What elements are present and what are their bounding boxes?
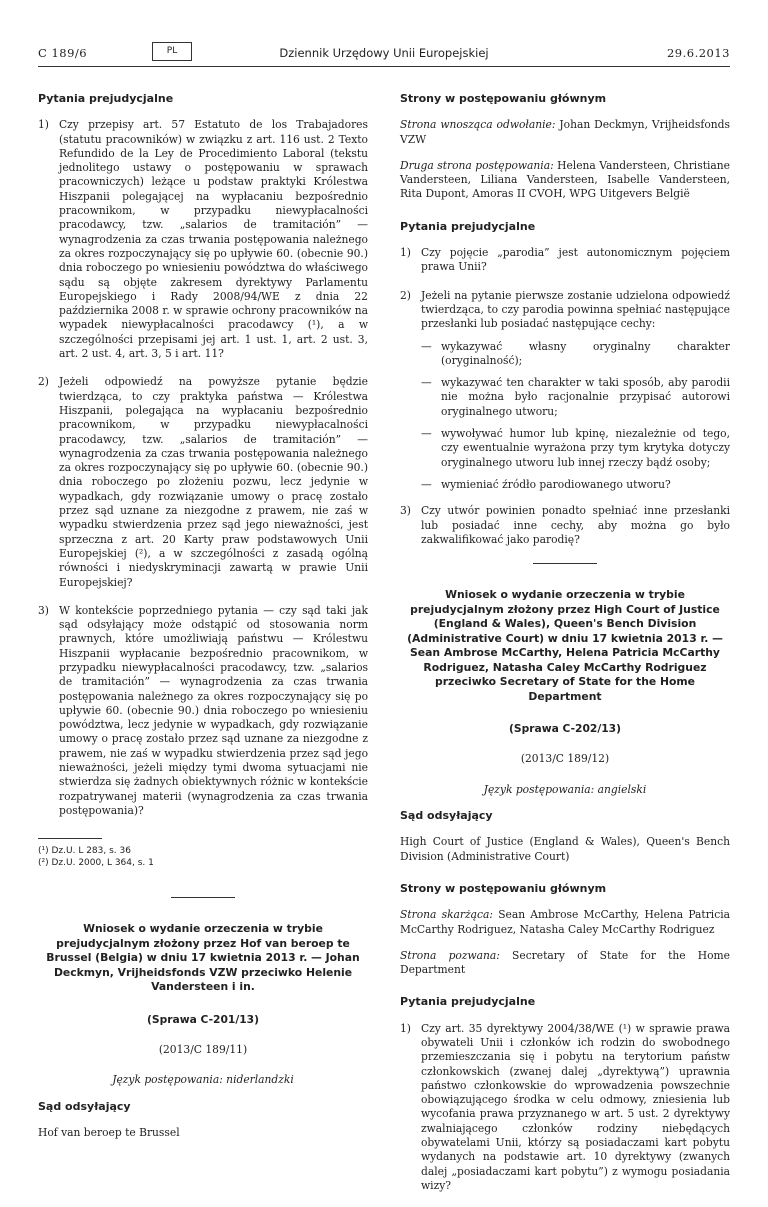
dash-item: — wymieniać źródło parodiowanego utworu?: [421, 477, 671, 491]
page-header: [38, 38, 730, 66]
page-number: C 189/6: [38, 46, 88, 60]
question-item: 3) Czy utwór powinien ponadto spełniać inne przesłanki lub posiadać inne cechy, aby można go było zakwalifikować jako parodię?: [400, 504, 730, 546]
question-item: 1) Czy pojęcie „parodia” jest autonomicznym pojęciem prawa Unii?: [400, 246, 730, 274]
language-of-case: Język postępowania: angielski: [483, 782, 647, 796]
referring-court: Hof van beroep te Brussel: [38, 1125, 180, 1139]
language-of-case: Język postępowania: niderlandzki: [112, 1073, 294, 1087]
case-number: (Sprawa C-202/13): [508, 722, 621, 736]
case-number: (Sprawa C-201/13): [146, 1012, 259, 1026]
section-separator: [533, 563, 597, 564]
section-heading: Sąd odsyłający: [400, 809, 493, 823]
section-heading: Strony w postępowaniu głównym: [400, 881, 607, 895]
section-heading: Pytania prejudycjalne: [38, 92, 174, 105]
notice-reference: (2013/C 189/12): [520, 752, 610, 766]
section-heading: Pytania prejudycjalne: [400, 995, 536, 1009]
party-claimant: Strona skarżąca: Sean Ambrose McCarthy, Helena Patricia McCarthy Rodriguez, Natasha Caley McCarthy Rodriguez: [400, 908, 730, 936]
notice-reference: (2013/C 189/11): [158, 1043, 248, 1057]
party-appellant: Strona wnosząca odwołanie: Johan Deckmyn, Vrijheidsfonds VZW: [400, 118, 730, 146]
question-item: 1) Czy art. 35 dyrektywy 2004/38/WE (¹) w sprawie prawa obywateli Unii i członków ich rodzin do swobodnego przemieszczania się i pobytu na terytorium państw członkowskich (zwanej dalej „dyrektywą”) uprawnia państwo członkowskie do wprowadzenia powszechnie obowiązującego środka w celu odmowy, zniesienia lub wycofania prawa przyznanego w art. 5 ust. 2 dyrektywy zwalniającego członków rodziny niebędących obywatelami Unii, którzy są posiadaczami kart pobytu wydanych na podstawie art. 10 dyrektywy (zwanych dalej „posiadaczami kart pobytu”) z wymogu posiadania wizy?: [400, 1021, 730, 1192]
section-separator: [171, 897, 235, 898]
notice-title: Wniosek o wydanie orzeczenia w trybie prejudycjalnym złożony przez Hof van beroep te Brussel (Belgia) w dniu 17 kwietnia 2013 r. — Johan Deckmyn, Vrijheidsfonds VZW przeciwko Helenie Vandersteen i in.: [46, 922, 360, 994]
right-column: [400, 92, 730, 1207]
language-badge: PL: [152, 42, 192, 61]
publication-date: 29.6.2013: [666, 46, 730, 60]
question-item: 3) W kontekście poprzedniego pytania — czy sąd taki jak sąd odsyłający może odstąpić od stosowania norm prawnych, które umożliwiają państwu — Królestwu Hiszpanii wypłacanie bezpośrednio pracownikom, w przypadku niewypłacalności pracodawcy, tzw. „salarios de tramitación” — wynagrodzenia za czas trwania postępowania należnego za okres rozpoczynający się po upływie 60. (obecnie 90.) dnia roboczego po wniesieniu powództwa, lecz jedynie w wypadkach, gdy rozwiązanie umowy o pracę zostało przez sąd uznane za niezgodne z prawem, nie zaś w wypadku stwierdzenia przez sąd jego nieważności, jeżeli między tymi dwoma sytuacjami nie stwierdza się żadnych obiektywnych różnic w kontekście rozpatrywanej materii (wynagrodzenia za czas trwania postępowania)?: [38, 603, 368, 817]
referring-court: High Court of Justice (England & Wales), Queen's Bench Division (Administrative Court): [400, 835, 730, 863]
section-heading: Strony w postępowaniu głównym: [400, 92, 607, 105]
footnote: (¹) Dz.U. L 283, s. 36: [38, 846, 131, 857]
journal-title: Dziennik Urzędowy Unii Europejskiej: [279, 46, 489, 60]
header-rule: [38, 66, 730, 67]
party-other: Druga strona postępowania: Helena Vandersteen, Christiane Vandersteen, Liliana Vandersteen, Isabelle Vandersteen, Rita Dupont, Amoras II CVOH, WPG Uitgevers België: [400, 158, 731, 201]
dash-item: — wywoływać humor lub kpinę, niezależnie od tego, czy ewentualnie wyrażona przy tym krytyka dotyczy oryginalnego utworu lub innej rzeczy bądź osoby;: [421, 427, 730, 469]
footnote: (²) Dz.U. 2000, L 364, s. 1: [38, 858, 154, 869]
dash-item: — wykazywać ten charakter w taki sposób, aby parodii nie można było racjonalnie przypisać autorowi oryginalnego utworu;: [421, 376, 730, 418]
section-heading: Pytania prejudycjalne: [400, 219, 536, 233]
question-item: 1) Czy przepisy art. 57 Estatuto de los Trabajadores (statutu pracowników) w związku z art. 116 ust. 2 Texto Refundido de la Ley de Procedimiento Laboral (tekstu jednolitego ustawy o postępowaniu w sprawach pracowniczych) leżące u podstaw praktyki Królestwa Hiszpanii polegającej na wypłacaniu bezpośrednio pracownikom, w przypadku niewypłacalności pracodawcy, tzw. „salarios de tramitación” — wynagrodzenia za czas trwania postępowania należnego za okres rozpoczynający się po upływie 60. (obecnie 90.) dnia roboczego po wniesieniu powództwa do właściwego sądu są objęte zakresem dyrektywy Parlamentu Europejskiego i Rady 2008/94/WE z dnia 22 października 2008 r. w sprawie ochrony pracowników na wypadek niewypłacalności pracodawcy (¹), a w szczególności przepisami jej art. 1 ust. 1, art. 2 ust. 3, art. 2 ust. 4, art. 3, 5 i art. 11?: [38, 118, 368, 361]
party-defendant: Strona pozwana: Secretary of State for the Home Department: [400, 948, 730, 977]
question-item: 2) Jeżeli odpowiedź na powyższe pytanie będzie twierdząca, to czy praktyka państwa — Królestwa Hiszpanii, polegająca na wypłacaniu bezpośrednio pracownikom, w przypadku niewypłacalności pracodawcy, tzw. „salarios de tramitación” — wynagrodzenia za czas trwania postępowania należnego za okres rozpoczynający się po upływie 60. (obecnie 90.) dnia roboczego po złożeniu pozwu, lecz jedynie w wypadkach, gdy rozwiązanie umowy o pracę zostało przez sąd uznane za niezgodne z prawem, nie zaś w wypadku stwierdzenia przez sąd jego nieważności, jest sprzeczna z art. 20 Karty praw podstawowych Unii Europejskiej (²), a w szczególności z zasadą ogólną równości i niedyskryminacji zawartą w prawie Unii Europejskiej?: [38, 375, 368, 589]
dash-item: — wykazywać własny oryginalny charakter (oryginalność);: [421, 339, 730, 367]
question-item: 2) Jeżeli na pytanie pierwsze zostanie udzielona odpowiedź twierdząca, to czy parodia powinna spełniać następujące przesłanki lub posiadać następujące cechy:: [400, 288, 730, 331]
left-column: [38, 92, 368, 1152]
notice-title: Wniosek o wydanie orzeczenia w trybie prejudycjalnym złożony przez High Court of Justice (England & Wales), Queen's Bench Division (Administrative Court) w dniu 17 kwietnia 2013 r. — Sean Ambrose McCarthy, Helena Patricia McCarthy Rodriguez, Natasha Caley McCarthy Rodriguez przeciwko Secretary of State for the Home Department: [407, 588, 723, 703]
section-heading: Sąd odsyłający: [38, 1099, 131, 1113]
footnote-rule: [38, 838, 102, 839]
